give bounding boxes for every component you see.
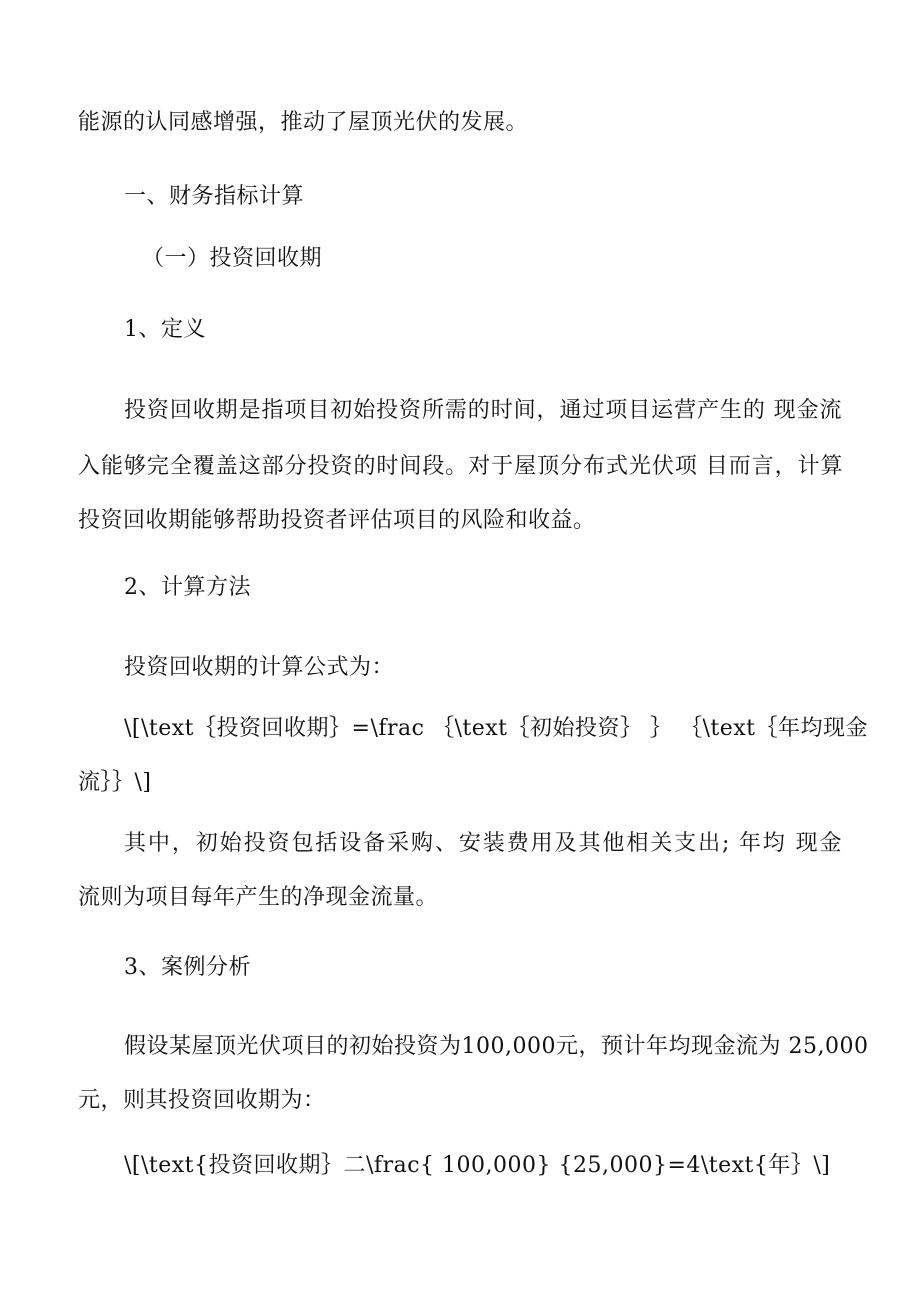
item-heading: 1、定义 (124, 317, 206, 342)
formula-line: \[\text{投资回收期｝二\frac{ 100,000} {25,000}=4\text{年｝\] (124, 1153, 831, 1178)
body-line: 流则为项目每年产生的净现金流量。 (78, 885, 439, 910)
body-line: 入能够完全覆盖这部分投资的时间段。对于屋顶分布式光伏项 目而言，计算 (78, 454, 843, 479)
formula-line: 流｝｝\] (78, 770, 152, 795)
body-line: 其中，初始投资包括设备采购、安装费用及其他相关支出; 年均 现金 (124, 831, 842, 856)
subsection-heading: （一）投资回收期 (142, 246, 323, 271)
item-heading: 3、案例分析 (124, 955, 251, 980)
formula-line: \[\text｛投资回收期｝=\frac ｛\text｛初始投资｝ ｝ ｛\text｛年均现金 (124, 716, 868, 741)
section-heading: 一、财务指标计算 (124, 184, 305, 209)
body-line: 投资回收期是指项目初始投资所需的时间，通过项目运营产生的 现金流 (124, 398, 842, 423)
body-line: 元，则其投资回收期为： (78, 1088, 326, 1113)
body-line: 投资回收期的计算公式为： (124, 655, 395, 680)
body-line: 假设某屋顶光伏项目的初始投资为100,000元，预计年均现金流为 25,000 (124, 1034, 869, 1059)
item-heading: 2、计算方法 (124, 575, 251, 600)
body-line: 投资回收期能够帮助投资者评估项目的风险和收益。 (78, 508, 596, 533)
body-line: 能源的认同感增强，推动了屋顶光伏的发展。 (78, 110, 529, 135)
